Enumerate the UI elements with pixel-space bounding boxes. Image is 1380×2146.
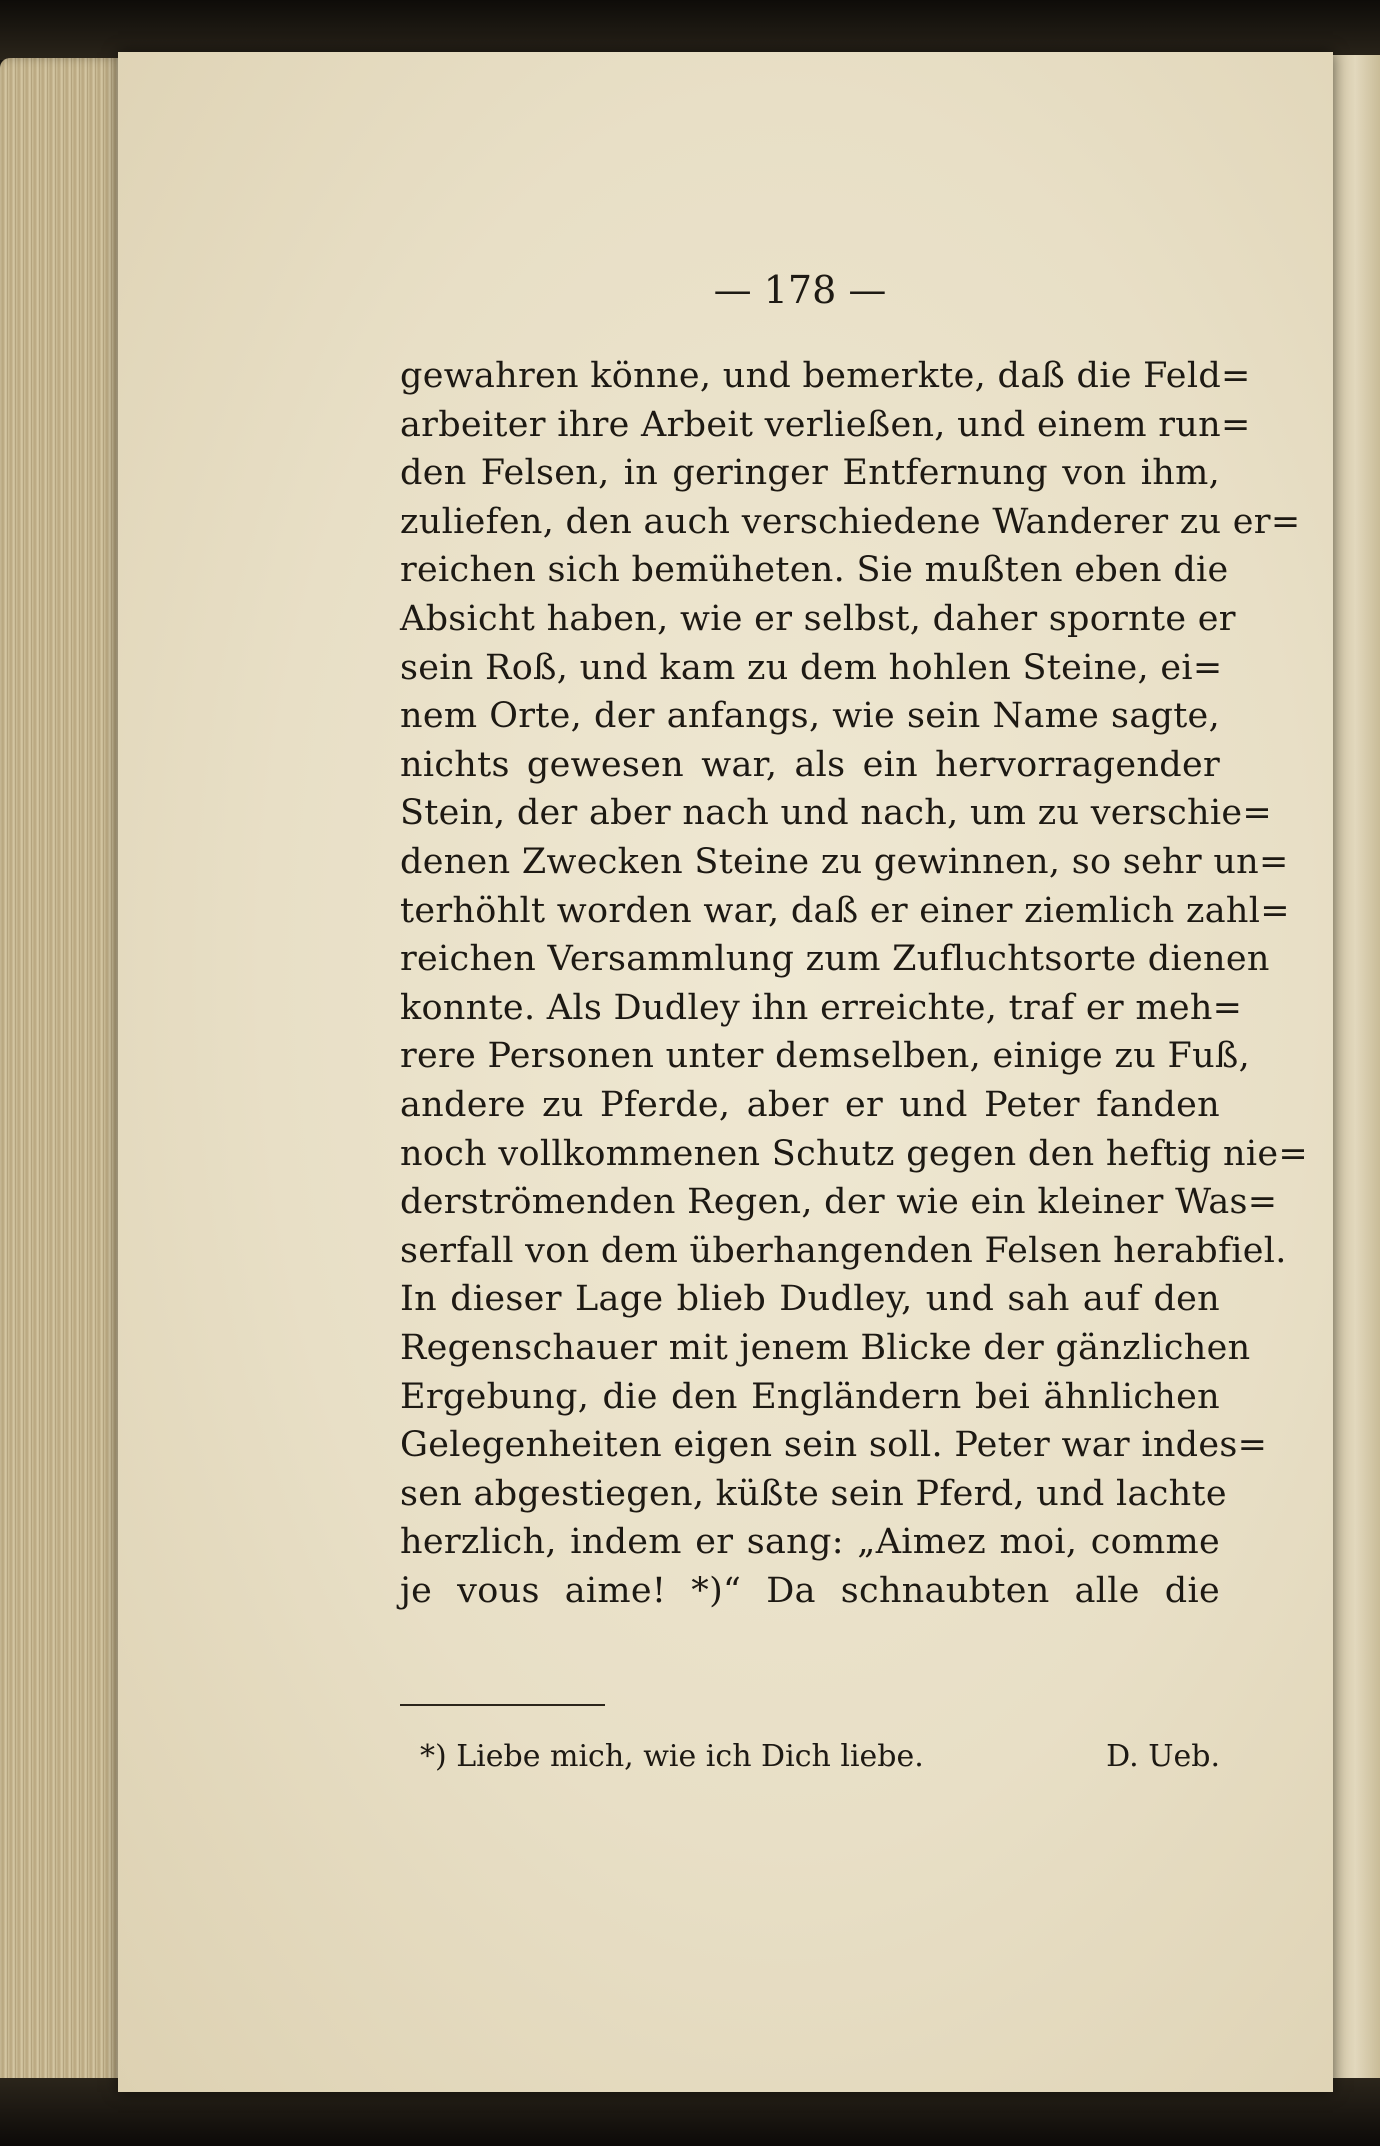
text-line: In dieser Lage blieb Dudley, und sah auf den <box>400 1279 1220 1320</box>
text-line: nichts gewesen war, als ein hervorragender <box>400 744 1220 785</box>
text-line: rere Personen unter demselben, einige zu Fuß, <box>400 1036 1251 1077</box>
text-line: konnte. Als Dudley ihn erreichte, traf er meh= <box>400 987 1243 1028</box>
text-line: sein Roß, und kam zu dem hohlen Steine, ei= <box>400 647 1223 688</box>
text-line: den Felsen, in geringer Entfernung von ihm, <box>400 453 1220 494</box>
text-line: reichen sich bemüheten. Sie mußten eben die <box>400 550 1229 591</box>
text-line: zuliefen, den auch verschiedene Wanderer zu er= <box>400 501 1301 542</box>
footnote-rule <box>400 1704 605 1706</box>
text-line: sen abgestiegen, küßte sein Pferd, und lachte <box>400 1473 1227 1514</box>
text-line: herzlich, indem er sang: „Aimez moi, comme <box>400 1522 1220 1563</box>
text-line: gewahren könne, und bemerkte, daß die Feld= <box>400 356 1251 396</box>
footnote-attribution: D. Ueb. <box>1106 1738 1220 1774</box>
footnote-text: *) Liebe mich, wie ich Dich liebe. <box>420 1738 924 1774</box>
text-line: Gelegenheiten eigen sein soll. Peter war indes= <box>400 1425 1268 1466</box>
text-line: Stein, der aber nach und nach, um zu verschie= <box>400 793 1272 834</box>
text-line: arbeiter ihre Arbeit verließen, und einem run= <box>400 404 1251 445</box>
text-line: denen Zwecken Steine zu gewinnen, so sehr un= <box>400 842 1289 882</box>
text-line: je vous aime! *)“ Da schnaubten alle die <box>400 1571 1220 1611</box>
text-line: reichen Versammlung zum Zufluchtsorte dienen <box>400 939 1270 980</box>
scan-top-shadow <box>0 0 1380 60</box>
text-line: Regenschauer mit jenem Blicke der gänzlichen <box>400 1328 1251 1368</box>
footnote <box>420 1732 1220 1780</box>
text-line: andere zu Pferde, aber er und Peter fanden <box>400 1085 1220 1125</box>
text-line: derströmenden Regen, der wie ein kleiner Was= <box>400 1182 1278 1223</box>
text-line: terhöhlt worden war, daß er einer ziemlich zahl= <box>400 890 1290 931</box>
text-line: noch vollkommenen Schutz gegen den heftig nie= <box>400 1133 1308 1174</box>
text-line: serfall von dem überhangenden Felsen herabfiel. <box>400 1230 1287 1271</box>
page-number-header: — 178 — <box>713 268 887 312</box>
text-line: nem Orte, der anfangs, wie sein Name sagte, <box>400 696 1220 737</box>
text-line: Absicht haben, wie er selbst, daher spornte er <box>400 599 1236 639</box>
text-line: Ergebung, die den Engländern bei ähnlichen <box>400 1376 1220 1417</box>
